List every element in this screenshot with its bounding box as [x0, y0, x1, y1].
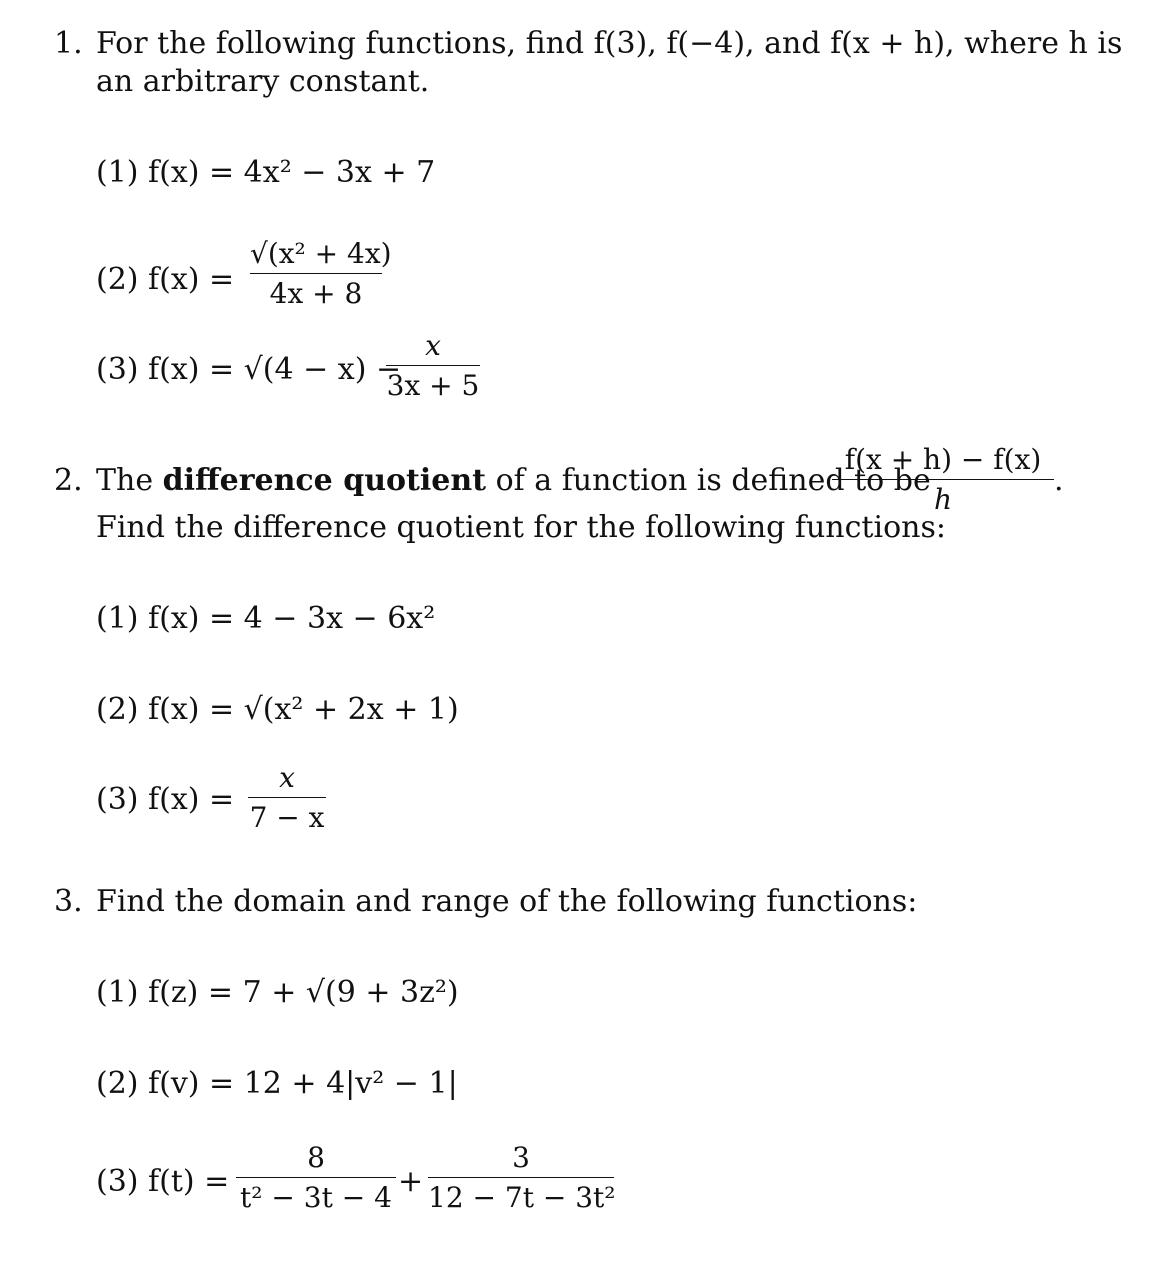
item-label: (1) — [96, 601, 139, 636]
text: of a function is defined to be — [486, 463, 931, 498]
item-lhs: f(x) = √(4 − x) − — [148, 352, 402, 387]
problem-1-item-3-fraction — [386, 330, 480, 402]
problem-2-statement-line1 — [96, 463, 931, 499]
problem-1-number: 1. — [54, 26, 83, 61]
problem-1-statement-line1: For the following functions, find f(3), f(−4), and f(x + h), where h is — [96, 26, 1123, 61]
problem-1-item-2-fraction — [250, 237, 392, 310]
period: . — [1054, 463, 1064, 498]
item-label: (2) — [96, 1066, 139, 1101]
item-expression: f(z) = 7 + √(9 + 3z²) — [148, 975, 459, 1010]
fraction-bar — [386, 365, 480, 366]
plus-sign: + — [398, 1164, 424, 1199]
fraction-numerator: √(x² + 4x) — [250, 237, 392, 270]
fraction-numerator: 3 — [512, 1141, 530, 1174]
item-label: (1) — [96, 155, 139, 190]
problem-3-item-2 — [96, 1066, 458, 1102]
difference-quotient-fraction — [832, 444, 1054, 516]
item-label: (3) — [96, 782, 139, 817]
problem-2-item-3-fraction — [248, 762, 326, 834]
problem-1-item-2 — [96, 262, 234, 298]
item-label: (3) — [96, 1164, 139, 1199]
fraction-denominator: 12 − 7t − 3t² — [428, 1181, 616, 1214]
problem-2-item-1 — [96, 601, 435, 637]
term-bold: difference quotient — [162, 463, 487, 498]
fraction-denominator: t² − 3t − 4 — [240, 1181, 392, 1214]
item-expression: f(x) = 4 − 3x − 6x² — [148, 601, 436, 636]
item-label: (1) — [96, 975, 139, 1010]
problem-2-number: 2. — [54, 463, 83, 498]
fraction-numerator: x — [425, 329, 441, 362]
item-lhs: f(x) = — [148, 782, 235, 817]
fraction-denominator: 4x + 8 — [269, 277, 363, 310]
problem-3-item-3 — [96, 1164, 229, 1200]
problem-1-statement-line2: an arbitrary constant. — [96, 64, 430, 99]
problem-3-number: 3. — [54, 884, 83, 919]
fraction-denominator: 7 − x — [249, 801, 325, 834]
problem-1-item-1 — [96, 155, 435, 191]
fraction-numerator: x — [279, 761, 295, 794]
problem-2-item-2 — [96, 692, 459, 728]
problem-2-statement-line2: Find the difference quotient for the following functions: — [96, 510, 946, 545]
fraction-bar — [248, 797, 326, 798]
item-lhs: f(t) = — [148, 1164, 230, 1199]
fraction-bar — [250, 273, 382, 274]
item-lhs: f(x) = — [148, 262, 235, 297]
fraction-numerator: f(x + h) − f(x) — [844, 443, 1042, 476]
item-expression: f(x) = √(x² + 2x + 1) — [148, 692, 459, 727]
problem-3-statement-line1: Find the domain and range of the following functions: — [96, 884, 918, 919]
fraction-denominator: 3x + 5 — [386, 369, 480, 402]
item-expression: f(x) = 4x² − 3x + 7 — [148, 155, 436, 190]
fraction-numerator: 8 — [307, 1141, 325, 1174]
problem-2-item-3 — [96, 782, 234, 818]
fraction-bar — [236, 1177, 396, 1178]
text: The — [96, 463, 163, 498]
item-label: (2) — [96, 692, 139, 727]
fraction-bar — [832, 479, 1054, 480]
item-label: (2) — [96, 262, 139, 297]
item-expression: f(v) = 12 + 4|v² − 1| — [148, 1066, 458, 1101]
problem-3-item-1 — [96, 975, 459, 1011]
fraction-bar — [428, 1177, 614, 1178]
fraction-denominator: h — [933, 483, 953, 516]
problem-3-item-3-fraction-2 — [428, 1142, 614, 1214]
problem-1-item-3 — [96, 352, 401, 388]
item-label: (3) — [96, 352, 139, 387]
problem-3-item-3-fraction-1 — [236, 1142, 396, 1214]
